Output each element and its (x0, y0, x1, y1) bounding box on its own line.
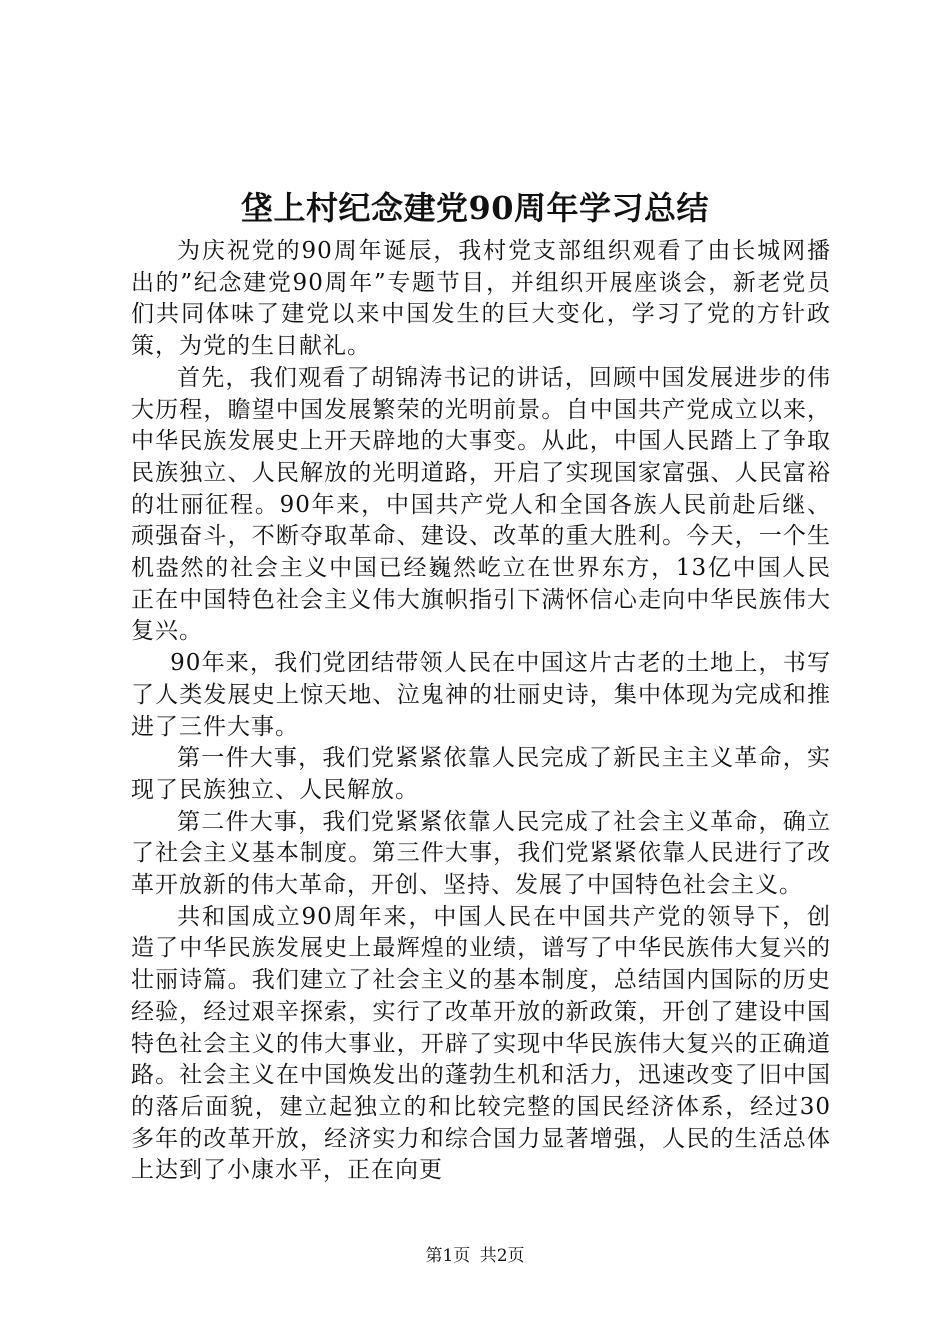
paragraph-ninety-years: 90年来，我们党团结带领人民在中国这片古老的土地上，书写了人类发展史上惊天地、泣鬼神的壮丽史诗，集中体现为完成和推进了三件大事。 (131, 650, 831, 740)
document-title: 垡上村纪念建党90周年学习总结 (240, 189, 710, 227)
page-number-current: 第1页 (425, 1246, 471, 1266)
paragraph-second-third-event: 第二件大事，我们党紧紧依靠人民完成了社会主义革命，确立了社会主义基本制度。第三件大事，我们党紧紧依靠人民进行了改革开放新的伟大革命，开创、坚持、发展了中国特色社会主义。 (131, 808, 831, 899)
page-number-total: 共2页 (479, 1246, 525, 1266)
document-body (131, 236, 831, 1187)
paragraph-republic: 共和国成立90周年来，中国人民在中国共产党的领导下，创造了中华民族发展史上最辉煌的业绩，谱写了中华民族伟大复兴的壮丽诗篇。我们建立了社会主义的基本制度，总结国内国际的历史经验，经过艰辛探索，实行了改革开放的新政策，开创了建设中国特色社会主义的伟大事业，开辟了实现中华民族伟大复兴的正确道路。社会主义在中国焕发出的蓬勃生机和活力，迅速改变了旧中国的落后面貌，建立起独立的和比较完整的国民经济体系，经过30多年的改革开放，经济实力和综合国力显著增强，人民的生活总体上达到了小康水平，正在向更 (131, 903, 831, 1184)
paragraph-intro: 为庆祝党的90周年诞辰，我村党支部组织观看了由长城网播出的”纪念建党90周年”专题节目，并组织开展座谈会，新老党员们共同体味了建党以来中国发生的巨大变化，学习了党的方针政策，为党的生日献礼。 (131, 238, 831, 360)
paragraph-speech: 首先，我们观看了胡锦涛书记的讲话，回顾中国发展进步的伟大历程，瞻望中国发展繁荣的光明前景。自中国共产党成立以来，中华民族发展史上开天辟地的大事变。从此，中国人民踏上了争取民族独立、人民解放的光明道路，开启了实现国家富强、人民富裕的壮丽征程。90年来，中国共产党人和全国各族人民前赴后继、顽强奋斗，不断夺取革命、建设、改革的重大胜利。今天，一个生机盎然的社会主义中国已经巍然屹立在世界东方，13亿中国人民正在中国特色社会主义伟大旗帜指引下满怀信心走向中华民族伟大复兴。 (131, 364, 831, 645)
paragraph-first-event: 第一件大事，我们党紧紧依靠人民完成了新民主主义革命，实现了民族独立、人民解放。 (131, 745, 831, 803)
page-footer (0, 1244, 950, 1268)
